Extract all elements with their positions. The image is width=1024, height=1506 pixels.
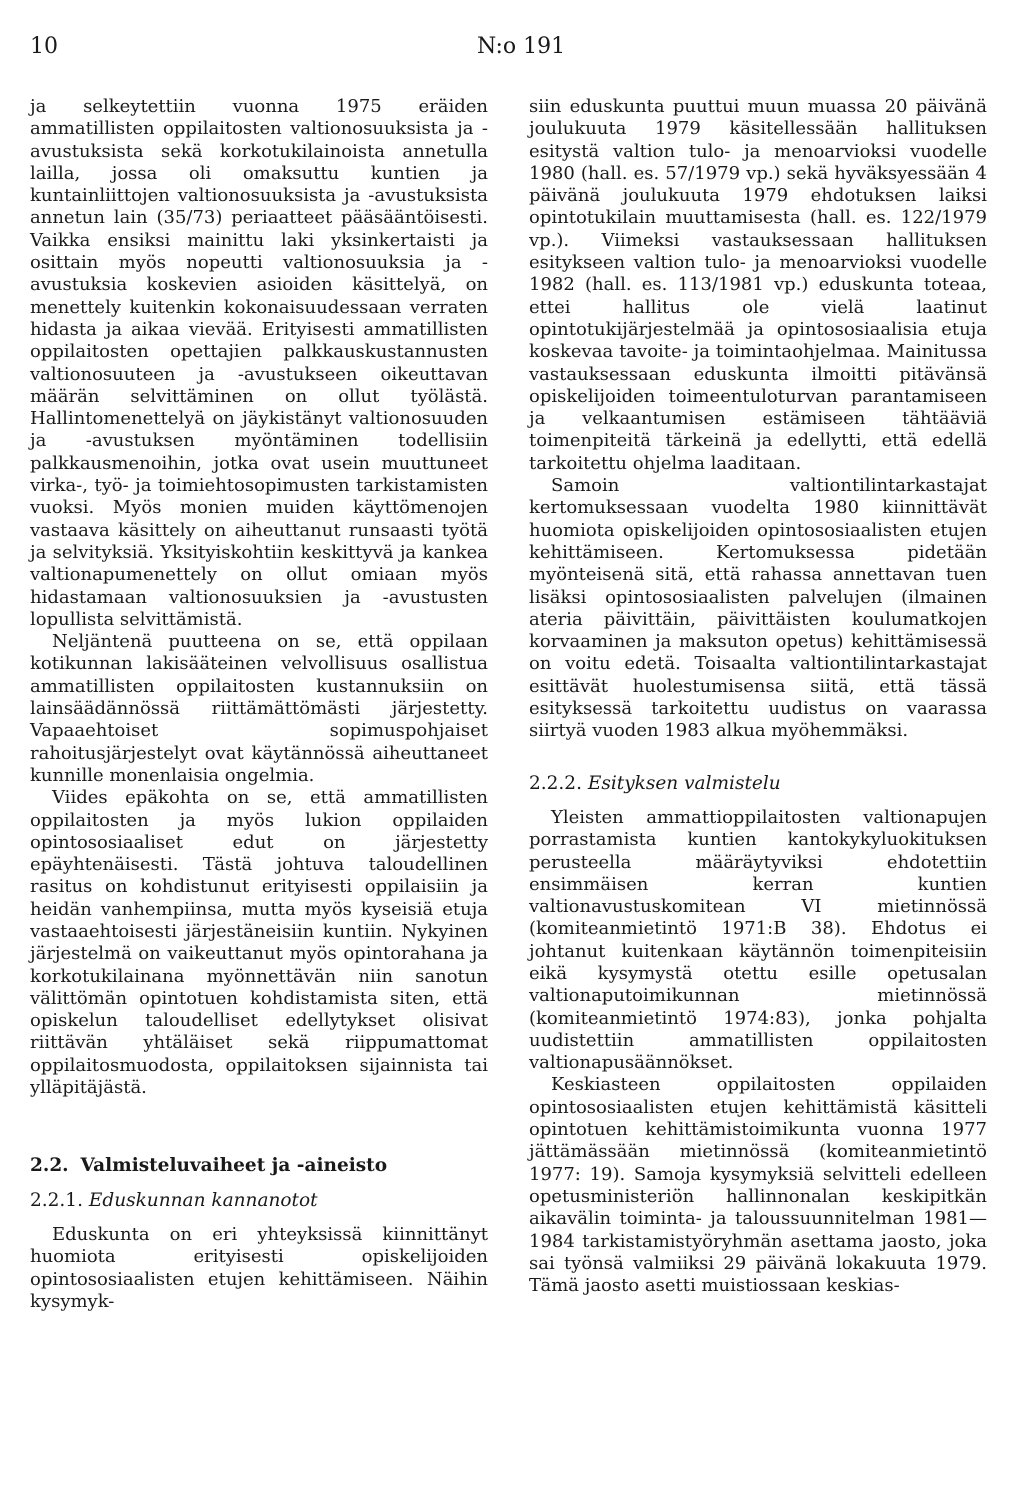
document-number: N:o 191 [477, 34, 566, 59]
section-number-2-2-2: 2.2.2. [529, 772, 582, 794]
section-spacer [30, 1099, 488, 1155]
right-column [529, 96, 987, 1297]
section-number-2-2-1: 2.2.1. [30, 1189, 83, 1211]
section-number-2-2: 2.2. [30, 1155, 69, 1177]
section-heading-2-2-2 [529, 773, 987, 795]
section-title-2-2-1: Eduskunnan kannanotot [88, 1189, 318, 1211]
heading-spacer [30, 1212, 488, 1224]
heading-spacer [30, 1178, 488, 1190]
paragraph-fifth-shortcoming: Viides epäkohta on se, että ammatillisten oppilaitosten ja myös lukion oppilaiden opintososiaaliset edut on järjestetty epäyhtenäisesti. Tästä johtuva taloudellinen rasitus on kohdistunut erityisesti oppilaisiin ja heidän vanhempiinsa, mutta myös kyseisiä etuja vastaaehtoisesti järjestäneisiin kuntiin. Nykyinen järjestelmä on vaikeuttanut myös opintorahana ja korkotukilainana myönnettävän niin sanotun välittömän opintotuen kohdistamista siten, että opiskelun taloudelliset edellytykset olisivat riittävän yhtäläiset sekä riippumattomat oppilaitosmuodosta, oppilaitoksen sijainnista tai ylläpitäjästä. [30, 787, 488, 1099]
section-spacer [529, 743, 987, 773]
paragraph-parliament-statements: siin eduskunta puuttui muun muassa 20 päivänä joulukuuta 1979 käsitellessään hallituksen esitystä valtion tulo- ja menoarvioksi vuodelle 1980 (hall. es. 57/1979 vp.) sekä hyväksyessään 4 päivänä joulukuuta 1979 ehdotuksen laiksi opintotukilain muuttamisesta (hall. es. 122/1979 vp.). Viimeksi vastauksessaan hallituksen esitykseen valtion tulo- ja menoarvioksi vuodelle 1982 (hall. es. 113/1981 vp.) eduskunta toteaa, ettei hallitus ole vielä laatinut opintotukijärjestelmää ja opintososiaalisia etuja koskevaa tavoite- ja toimintaohjelmaa. Mainitussa vastauksessaan eduskunta ilmoitti pitävänsä opiskelijoiden toimeentuloturvan parantamiseen ja velkaantumisen estämiseen tähtääviä toimenpiteitä tärkeinä ja edellytti, että edellä tarkoitettu ohjelma laaditaan. [529, 96, 987, 474]
paragraph-parliament-attention: Eduskunta on eri yhteyksissä kiinnittänyt huomiota erityisesti opiskelijoiden opintososiaalisten etujen kehittämiseen. Näihin kysymyk- [30, 1223, 488, 1312]
paragraph-state-aid-grading: Yleisten ammattioppilaitosten valtionapujen porrastamista kuntien kantokykyluokituksen perusteella määräytyviksi ehdotettiin ensimmäisen kerran kuntien valtionavustuskomitean VI mietinnössä (komiteanmietintö 1971:B 38). Ehdotus ei johtanut kuitenkaan käytännön toimenpiteisiin eikä kysymystä otettu esille opetusalan valtionaputoimikunnan mietinnössä (komiteanmietintö 1974:83), jonka pohjalta uudistettiin ammatillisten oppilaitosten valtionapusäännökset. [529, 806, 987, 1074]
heading-spacer [529, 795, 987, 807]
paragraph-fourth-shortcoming: Neljäntenä puutteena on se, että oppilaan kotikunnan lakisääteinen velvollisuus osallistua ammatillisten oppilaitosten kustannuksiin on lainsäädännössä riittämättömästi järjestetty. Vapaaehtoiset sopimuspohjaiset rahoitusjärjestelyt ovat käytännössä aiheuttaneet kunnille monenlaisia ongelmia. [30, 631, 488, 786]
left-column [30, 96, 488, 1313]
paragraph-state-auditors: Samoin valtiontilintarkastajat kertomuksessaan vuodelta 1980 kiinnittävät huomiota opiskelijoiden opintososiaalisten etujen kehittämiseen. Kertomuksessa pidetään myönteisenä sitä, että rahassa annettavan tuen lisäksi opintososiaalisten palvelujen (ilmainen ateria päivittäin, päivittäisten koulumatkojen korvaaminen ja maksuton opetus) kehittämisessä on voitu edetä. Toisaalta valtiontilintarkastajat esittävät huolestumisensa siitä, että tässä esityksessä tarkoitettu uudistus on vaarassa siirtyä vuoden 1983 alkua myöhemmäksi. [529, 475, 987, 742]
section-title-2-2-2: Esityksen valmistelu [587, 772, 781, 794]
page-header [30, 34, 980, 74]
page-number: 10 [30, 34, 58, 59]
section-heading-2-2 [30, 1155, 488, 1177]
section-heading-2-2-1 [30, 1190, 488, 1212]
paragraph-funding-procedure: ja selkeytettiin vuonna 1975 eräiden ammatillisten oppilaitosten valtionosuuksista ja -avustuksista sekä korkotukilainoista annetulla lailla, jossa oli omaksuttu kuntien ja kuntainliittojen valtionosuuksista ja -avustuksista annetun lain (35/73) periaatteet pääsääntöisesti. Vaikka ensiksi mainittu laki yksinkertaisti ja osittain myös nopeutti valtionosuuksia ja -avustuksia koskevien asioiden käsittelyä, on menettely kuitenkin kokonaisuudessaan verraten hidasta ja aikaa vievää. Erityisesti ammatillisten oppilaitosten opettajien palkkauskustannusten valtionosuuteen ja -avustukseen oikeuttavan määrän selvittäminen on ollut työlästä. Hallintomenettelyä on jäykistänyt valtionosuuden ja -avustuksen myöntäminen todellisiin palkkausmenoihin, jotka ovat usein muuttuneet virka-, työ- ja toimiehtosopimusten tarkistamisten vuoksi. Myös monien muiden käyttömenojen vastaava käsittely on aiheuttanut runsaasti työtä ja selvityksiä. Yksityiskohtiin keskittyvä ja kankea valtionapumenettely on ollut omiaan myös hidastamaan valtionosuuksien ja -avustusten lopullista selvittämistä. [30, 96, 488, 630]
section-title-2-2: Valmisteluvaiheet ja -aineisto [80, 1155, 388, 1177]
paragraph-secondary-benefits: Keskiasteen oppilaitosten oppilaiden opintososiaalisten etujen kehittämistä käsitteli opintotuen kehittämistoimikunta vuonna 1977 jättämässään mietinnössä (komiteanmietintö 1977: 19). Samoja kysymyksiä selvitteli edelleen opetusministeriön hallinnonalan keskipitkän aikavälin toiminta- ja taloussuunnitelman 1981—1984 tarkistamistyöryhmän asettama jaosto, joka sai työnsä valmiiksi 29 päivänä lokakuuta 1979. Tämä jaosto asetti muistiossaan keskias- [529, 1074, 987, 1297]
